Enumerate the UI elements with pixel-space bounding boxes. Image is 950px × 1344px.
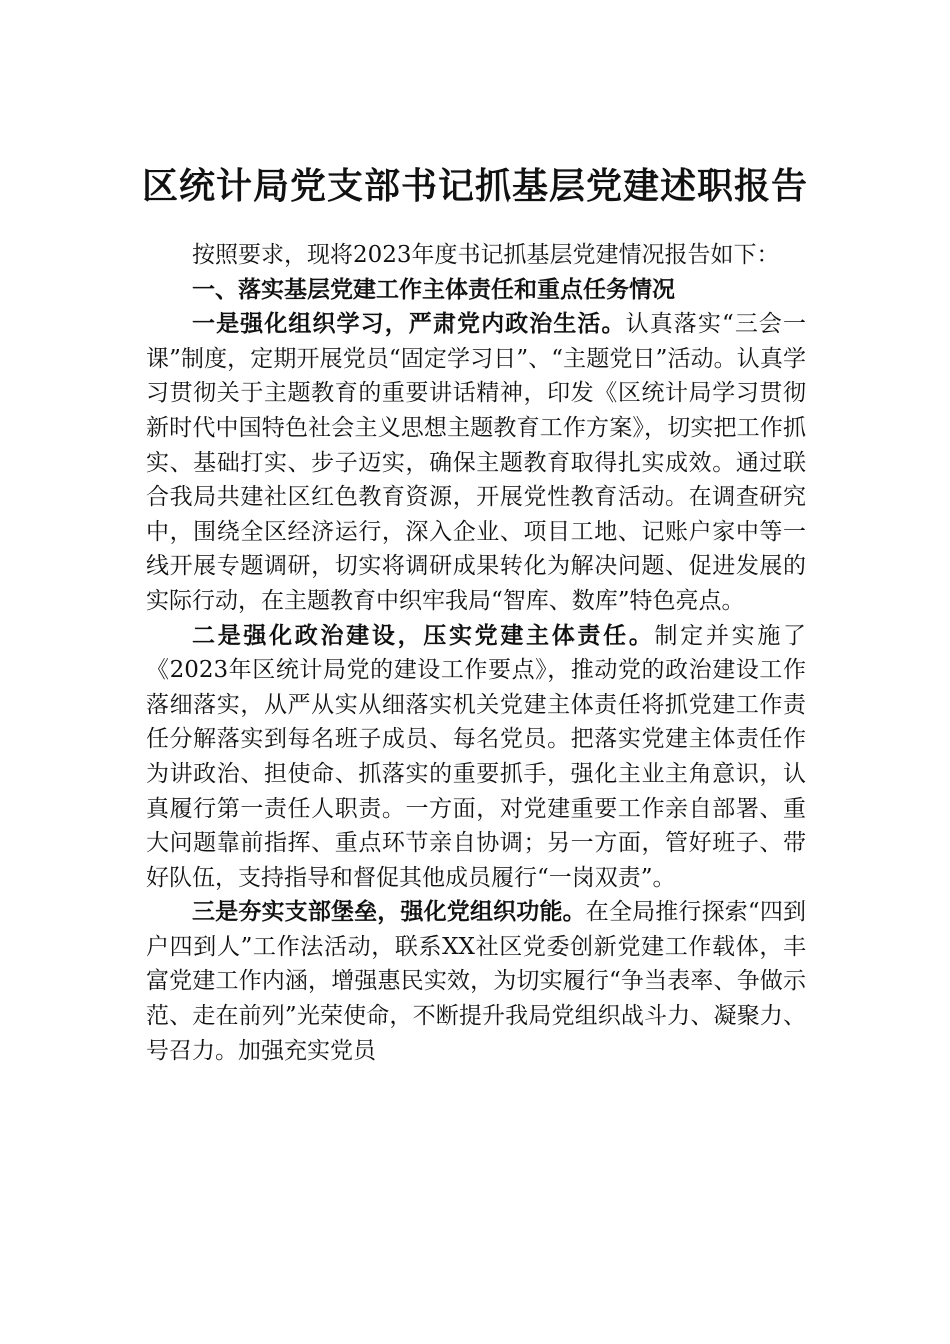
intro-paragraph: 按照要求，现将2023年度书记抓基层党建情况报告如下： [192, 242, 780, 268]
body-paragraph-1 [146, 307, 806, 618]
body-paragraph-3 [146, 895, 806, 1068]
paragraph-text: 在全局推行探索“四到户四到人”工作法活动，联系XX社区党委创新党建工作载体，丰富党建工作内涵，增强惠民实效，为切实履行“争当表率、争做示范、走在前列”光荣使命，不断提升我局党组织战斗力、凝聚力、号召力。加强充实党员 [146, 899, 807, 1064]
body-paragraph-2 [146, 619, 806, 896]
paragraph-lead: 一是强化组织学习，严肃党内政治生活。 [192, 310, 626, 338]
document-body [146, 238, 806, 1068]
paragraph-text: 制定并实施了《2023年区统计局党的建设工作要点》，推动党的政治建设工作落细落实，从严从实从细落实机关党建主体责任将抓党建工作责任分解落实到每名班子成员、每名党员。把落实党建主体责任作为讲政治、担使命、抓落实的重要抓手，强化主业主角意识，认真履行第一责任人职责。一方面，对党建重要工作亲自部署、重大问题靠前指挥、重点环节亲自协调；另一方面，管好班子、带好队伍，支持指导和督促其他成员履行“一岗双责”。 [146, 622, 807, 891]
paragraph-lead: 三是夯实支部堡垒，强化党组织功能。 [192, 898, 586, 926]
document-title: 区统计局党支部书记抓基层党建述职报告 [141, 165, 808, 207]
paragraph-lead: 二是强化政治建设，压实党建主体责任。 [192, 621, 655, 649]
section-heading: 一、落实基层党建工作主体责任和重点任务情况 [192, 276, 675, 303]
paragraph-text: 认真落实“三会一课”制度，定期开展党员“固定学习日”、“主题党日”活动。认真学习贯彻关于主题教育的重要讲话精神，印发《区统计局学习贯彻新时代中国特色社会主义思想主题教育工作方案》，切实把工作抓实、基础打实、步子迈实，确保主题教育取得扎实成效。通过联合我局共建社区红色教育资源，开展党性教育活动。在调查研究中，围绕全区经济运行，深入企业、项目工地、记账户家中等一线开展专题调研，切实将调研成果转化为解决问题、促进发展的实际行动，在主题教育中织牢我局“智库、数库”特色亮点。 [146, 311, 806, 614]
